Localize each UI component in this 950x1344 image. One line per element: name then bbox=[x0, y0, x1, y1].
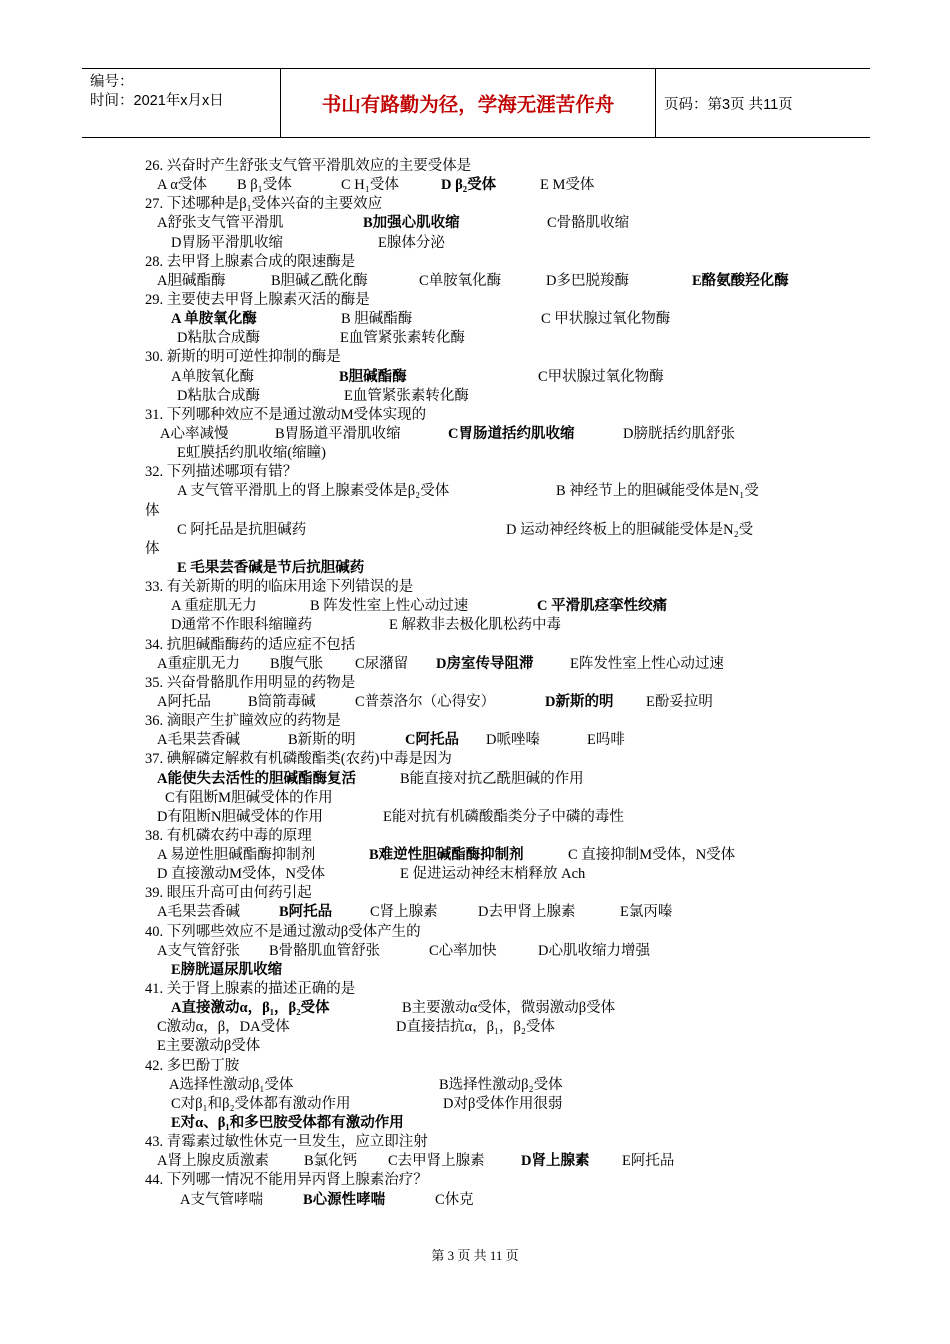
answer-option-correct: B阿托品 bbox=[279, 904, 333, 921]
text-segment: 36. 滴眼产生扩瞳效应的药物是 bbox=[145, 713, 341, 730]
text-segment: B 阵发性室上性心动过速 bbox=[310, 598, 469, 615]
text-segment: C激动α，β，DA受体 bbox=[157, 1019, 290, 1036]
text-segment: D哌唑嗪 bbox=[486, 732, 540, 749]
text-segment: E氯丙嗪 bbox=[620, 904, 673, 921]
text-segment: B筒箭毒碱 bbox=[248, 693, 316, 710]
text-line bbox=[145, 846, 810, 865]
text-segment: 体 bbox=[145, 540, 160, 557]
header-motto: 书山有路勤为径，学海无涯苦作舟 bbox=[280, 69, 656, 137]
text-segment: 27. 下述哪种是β₁受体兴奋的主要效应 bbox=[145, 196, 383, 213]
text-line bbox=[145, 540, 810, 559]
text-line bbox=[145, 808, 810, 827]
text-segment: B 神经节上的胆碱能受体是N₁受 bbox=[556, 483, 759, 500]
text-line bbox=[145, 1057, 810, 1076]
text-line bbox=[145, 1018, 810, 1037]
page-footer: 第 3 页 共 11 页 bbox=[431, 1248, 519, 1263]
answer-option-correct: B心源性哮喘 bbox=[303, 1191, 386, 1208]
text-segment: A肾上腺皮质激素 bbox=[157, 1153, 269, 1170]
text-segment: B新斯的明 bbox=[288, 732, 356, 749]
text-segment: A舒张支气管平滑肌 bbox=[157, 215, 284, 232]
text-line bbox=[145, 616, 810, 635]
text-segment: D直接拮抗α，β₁，β₂受体 bbox=[396, 1019, 555, 1036]
text-segment: 29. 主要使去甲肾上腺素灭活的酶是 bbox=[145, 291, 370, 308]
text-segment: D膀胱括约肌舒张 bbox=[623, 425, 735, 442]
text-line bbox=[145, 712, 810, 731]
text-segment: 39. 眼压升高可由何药引起 bbox=[145, 885, 312, 902]
text-segment: 28. 去甲肾上腺素合成的限速酶是 bbox=[145, 253, 356, 270]
text-segment: B胃肠道平滑肌收缩 bbox=[275, 425, 401, 442]
text-line bbox=[145, 674, 810, 693]
answer-option-correct: E对α、β₁和多巴胺受体都有激动作用 bbox=[171, 1115, 404, 1132]
text-segment: C肾上腺素 bbox=[370, 904, 438, 921]
text-line bbox=[145, 559, 810, 578]
text-line bbox=[145, 425, 810, 444]
text-segment: 34. 抗胆碱酯酶药的适应症不包括 bbox=[145, 636, 356, 653]
text-segment: B 胆碱酯酶 bbox=[341, 311, 413, 328]
text-segment: 42. 多巴酚丁胺 bbox=[145, 1057, 240, 1074]
text-line bbox=[145, 214, 810, 233]
text-line bbox=[145, 827, 810, 846]
answer-option-correct: E 毛果芸香碱是节后抗胆碱药 bbox=[177, 559, 365, 576]
text-segment: 40. 下列哪些效应不是通过激动β受体产生的 bbox=[145, 923, 421, 940]
answer-option-correct: B难逆性胆碱酯酶抑制剂 bbox=[369, 847, 524, 864]
text-line bbox=[145, 884, 810, 903]
answer-option-correct: B加强心肌收缩 bbox=[363, 215, 460, 232]
text-line bbox=[145, 789, 810, 808]
text-line bbox=[145, 234, 810, 253]
text-segment: A重症肌无力 bbox=[157, 655, 240, 672]
text-line bbox=[145, 1076, 810, 1095]
text-segment: C 阿托品是抗胆碱药 bbox=[177, 521, 307, 538]
text-segment: D 运动神经终板上的胆碱能受体是N₂受 bbox=[506, 521, 754, 538]
text-line bbox=[145, 482, 810, 501]
text-segment: D去甲肾上腺素 bbox=[478, 904, 576, 921]
text-line bbox=[145, 597, 810, 616]
text-line bbox=[145, 195, 810, 214]
answer-option-correct: A直接激动α，β₁，β₂受体 bbox=[171, 1000, 330, 1017]
text-segment: E能对抗有机磷酸酯类分子中磷的毒性 bbox=[383, 808, 624, 825]
text-segment: A α受体 bbox=[157, 177, 207, 194]
answer-option-correct: D β₂受体 bbox=[441, 177, 497, 194]
text-segment: E血管紧张素转化酶 bbox=[344, 387, 469, 404]
text-segment: 43. 青霉素过敏性休克一旦发生，应立即注射 bbox=[145, 1134, 428, 1151]
answer-option-correct: E膀胱逼尿肌收缩 bbox=[171, 961, 283, 978]
text-segment: B主要激动α受体，微弱激动β受体 bbox=[402, 1000, 616, 1017]
text-segment: C尿潴留 bbox=[355, 655, 409, 672]
header-meta bbox=[90, 73, 224, 111]
text-segment: A选择性激动β₁受体 bbox=[169, 1076, 294, 1093]
text-segment: 35. 兴奋骨骼肌作用明显的药物是 bbox=[145, 674, 356, 691]
text-segment: E虹膜括约肌收缩(缩瞳) bbox=[177, 445, 327, 462]
text-segment: E阿托品 bbox=[622, 1153, 675, 1170]
text-segment: B能直接对抗乙酰胆碱的作用 bbox=[400, 770, 584, 787]
question-body bbox=[145, 157, 810, 1210]
text-line bbox=[145, 1152, 810, 1171]
text-line bbox=[145, 1114, 810, 1133]
answer-option-correct: C阿托品 bbox=[405, 732, 459, 749]
text-segment: 体 bbox=[145, 502, 160, 519]
text-segment: D胃肠平滑肌收缩 bbox=[171, 234, 283, 251]
text-segment: E阵发性室上性心动过速 bbox=[570, 655, 724, 672]
text-line bbox=[145, 923, 810, 942]
text-line bbox=[145, 1095, 810, 1114]
text-segment: C 甲状腺过氧化物酶 bbox=[541, 311, 671, 328]
text-line bbox=[145, 731, 810, 750]
header-page-info: 页码：第3页 共11页 bbox=[664, 96, 793, 113]
answer-option-correct: C胃肠道括约肌收缩 bbox=[448, 425, 575, 442]
text-line bbox=[145, 176, 810, 195]
answer-option-correct: D新斯的明 bbox=[545, 693, 614, 710]
text-line bbox=[145, 502, 810, 521]
text-line bbox=[145, 1171, 810, 1190]
text-segment: D粘肽合成酶 bbox=[177, 387, 260, 404]
text-line bbox=[145, 463, 810, 482]
text-segment: 41. 关于肾上腺素的描述正确的是 bbox=[145, 981, 356, 998]
text-segment: D 直接激动M受体，N受体 bbox=[157, 866, 325, 883]
answer-option-correct: B胆碱酯酶 bbox=[339, 368, 407, 385]
text-segment: E血管紧张素转化酶 bbox=[340, 330, 465, 347]
text-line bbox=[145, 272, 810, 291]
text-segment: A支气管哮喘 bbox=[180, 1191, 263, 1208]
text-segment: D心肌收缩力增强 bbox=[538, 942, 650, 959]
text-segment: D多巴脱羧酶 bbox=[546, 272, 629, 289]
text-line bbox=[145, 1191, 810, 1210]
text-line bbox=[145, 980, 810, 999]
text-line bbox=[145, 942, 810, 961]
text-line bbox=[145, 310, 810, 329]
answer-option-correct: A 单胺氧化酶 bbox=[171, 311, 257, 328]
answer-option-correct: D房室传导阻滞 bbox=[436, 655, 534, 672]
text-segment: D通常不作眼科缩瞳药 bbox=[171, 617, 312, 634]
text-segment: A支气管舒张 bbox=[157, 942, 240, 959]
text-segment: 38. 有机磷农药中毒的原理 bbox=[145, 827, 312, 844]
text-line bbox=[145, 578, 810, 597]
text-segment: C有阻断M胆碱受体的作用 bbox=[165, 789, 333, 806]
text-line bbox=[145, 636, 810, 655]
text-segment: B胆碱乙酰化酶 bbox=[271, 272, 368, 289]
text-segment: 33. 有关新斯的明的临床用途下列错误的是 bbox=[145, 579, 414, 596]
text-segment: E 解救非去极化肌松药中毒 bbox=[389, 617, 561, 634]
text-line bbox=[145, 329, 810, 348]
text-line bbox=[145, 903, 810, 922]
text-segment: A毛果芸香碱 bbox=[157, 732, 240, 749]
text-line bbox=[145, 348, 810, 367]
text-segment: 30. 新斯的明可逆性抑制的酶是 bbox=[145, 349, 341, 366]
text-segment: E主要激动β受体 bbox=[157, 1038, 261, 1055]
text-segment: B β₁受体 bbox=[237, 177, 292, 194]
text-line bbox=[145, 521, 810, 540]
text-segment: C H₁受体 bbox=[341, 177, 399, 194]
text-segment: D粘肽合成酶 bbox=[177, 330, 260, 347]
text-segment: A 支气管平滑肌上的肾上腺素受体是β₂受体 bbox=[177, 483, 450, 500]
text-segment: C对β₁和β₂受体都有激动作用 bbox=[171, 1095, 351, 1112]
text-line bbox=[145, 770, 810, 789]
text-segment: A 易逆性胆碱酯酶抑制剂 bbox=[157, 847, 316, 864]
text-line bbox=[145, 291, 810, 310]
page-header bbox=[82, 68, 870, 138]
text-segment: B选择性激动β₂受体 bbox=[439, 1076, 563, 1093]
text-segment: A毛果芸香碱 bbox=[157, 904, 240, 921]
text-line bbox=[145, 1037, 810, 1056]
text-line bbox=[145, 368, 810, 387]
text-line bbox=[145, 655, 810, 674]
text-segment: E吗啡 bbox=[587, 732, 625, 749]
text-line bbox=[145, 750, 810, 769]
text-segment: C甲状腺过氧化物酶 bbox=[538, 368, 664, 385]
text-segment: E M受体 bbox=[540, 177, 595, 194]
text-segment: A心率减慢 bbox=[160, 425, 229, 442]
text-segment: E腺体分泌 bbox=[378, 234, 445, 251]
answer-option-correct: D肾上腺素 bbox=[521, 1153, 590, 1170]
text-segment: A阿托品 bbox=[157, 693, 211, 710]
text-segment: C休克 bbox=[435, 1191, 474, 1208]
text-segment: A单胺氧化酶 bbox=[171, 368, 254, 385]
text-segment: 37. 碘解磷定解救有机磷酸酯类(农药)中毒是因为 bbox=[145, 751, 452, 768]
text-segment: E酚妥拉明 bbox=[646, 693, 713, 710]
number-label: 编号： bbox=[90, 74, 134, 90]
text-line bbox=[145, 253, 810, 272]
text-line bbox=[145, 1133, 810, 1152]
text-segment: B骨骼肌血管舒张 bbox=[269, 942, 381, 959]
text-segment: C单胺氧化酶 bbox=[419, 272, 502, 289]
text-segment: C心率加快 bbox=[429, 942, 497, 959]
text-line bbox=[145, 999, 810, 1018]
answer-option-correct: C 平滑肌痉挛性绞痛 bbox=[537, 598, 668, 615]
text-segment: C骨骼肌收缩 bbox=[547, 215, 630, 232]
text-line bbox=[145, 387, 810, 406]
text-segment: C去甲肾上腺素 bbox=[388, 1153, 485, 1170]
text-segment: A 重症肌无力 bbox=[171, 598, 257, 615]
text-segment: C普萘洛尔（心得安） bbox=[355, 693, 496, 710]
text-segment: B腹气胀 bbox=[270, 655, 324, 672]
time-label: 时间：2021年x月x日 bbox=[90, 93, 224, 109]
text-line bbox=[145, 693, 810, 712]
text-segment: 26. 兴奋时产生舒张支气管平滑肌效应的主要受体是 bbox=[145, 158, 472, 174]
text-line bbox=[145, 157, 810, 176]
text-segment: D对β受体作用很弱 bbox=[443, 1095, 563, 1112]
answer-option-correct: E酪氨酸羟化酶 bbox=[692, 272, 789, 289]
text-segment: B氯化钙 bbox=[304, 1153, 358, 1170]
text-segment: E 促进运动神经末梢释放 Ach bbox=[400, 866, 586, 883]
answer-option-correct: A能使失去活性的胆碱酯酶复活 bbox=[157, 770, 356, 787]
text-segment: A胆碱酯酶 bbox=[157, 272, 226, 289]
text-line bbox=[145, 865, 810, 884]
text-segment: 44. 下列哪一情况不能用异丙肾上腺素治疗？ bbox=[145, 1172, 428, 1189]
text-segment: D有阻断N胆碱受体的作用 bbox=[157, 808, 323, 825]
text-segment: C 直接抑制M受体，N受体 bbox=[568, 847, 736, 864]
text-segment: 32. 下列描述哪项有错？ bbox=[145, 464, 298, 481]
text-segment: 31. 下列哪种效应不是通过激动M受体实现的 bbox=[145, 406, 427, 423]
text-line bbox=[145, 406, 810, 425]
text-line bbox=[145, 444, 810, 463]
text-line bbox=[145, 961, 810, 980]
